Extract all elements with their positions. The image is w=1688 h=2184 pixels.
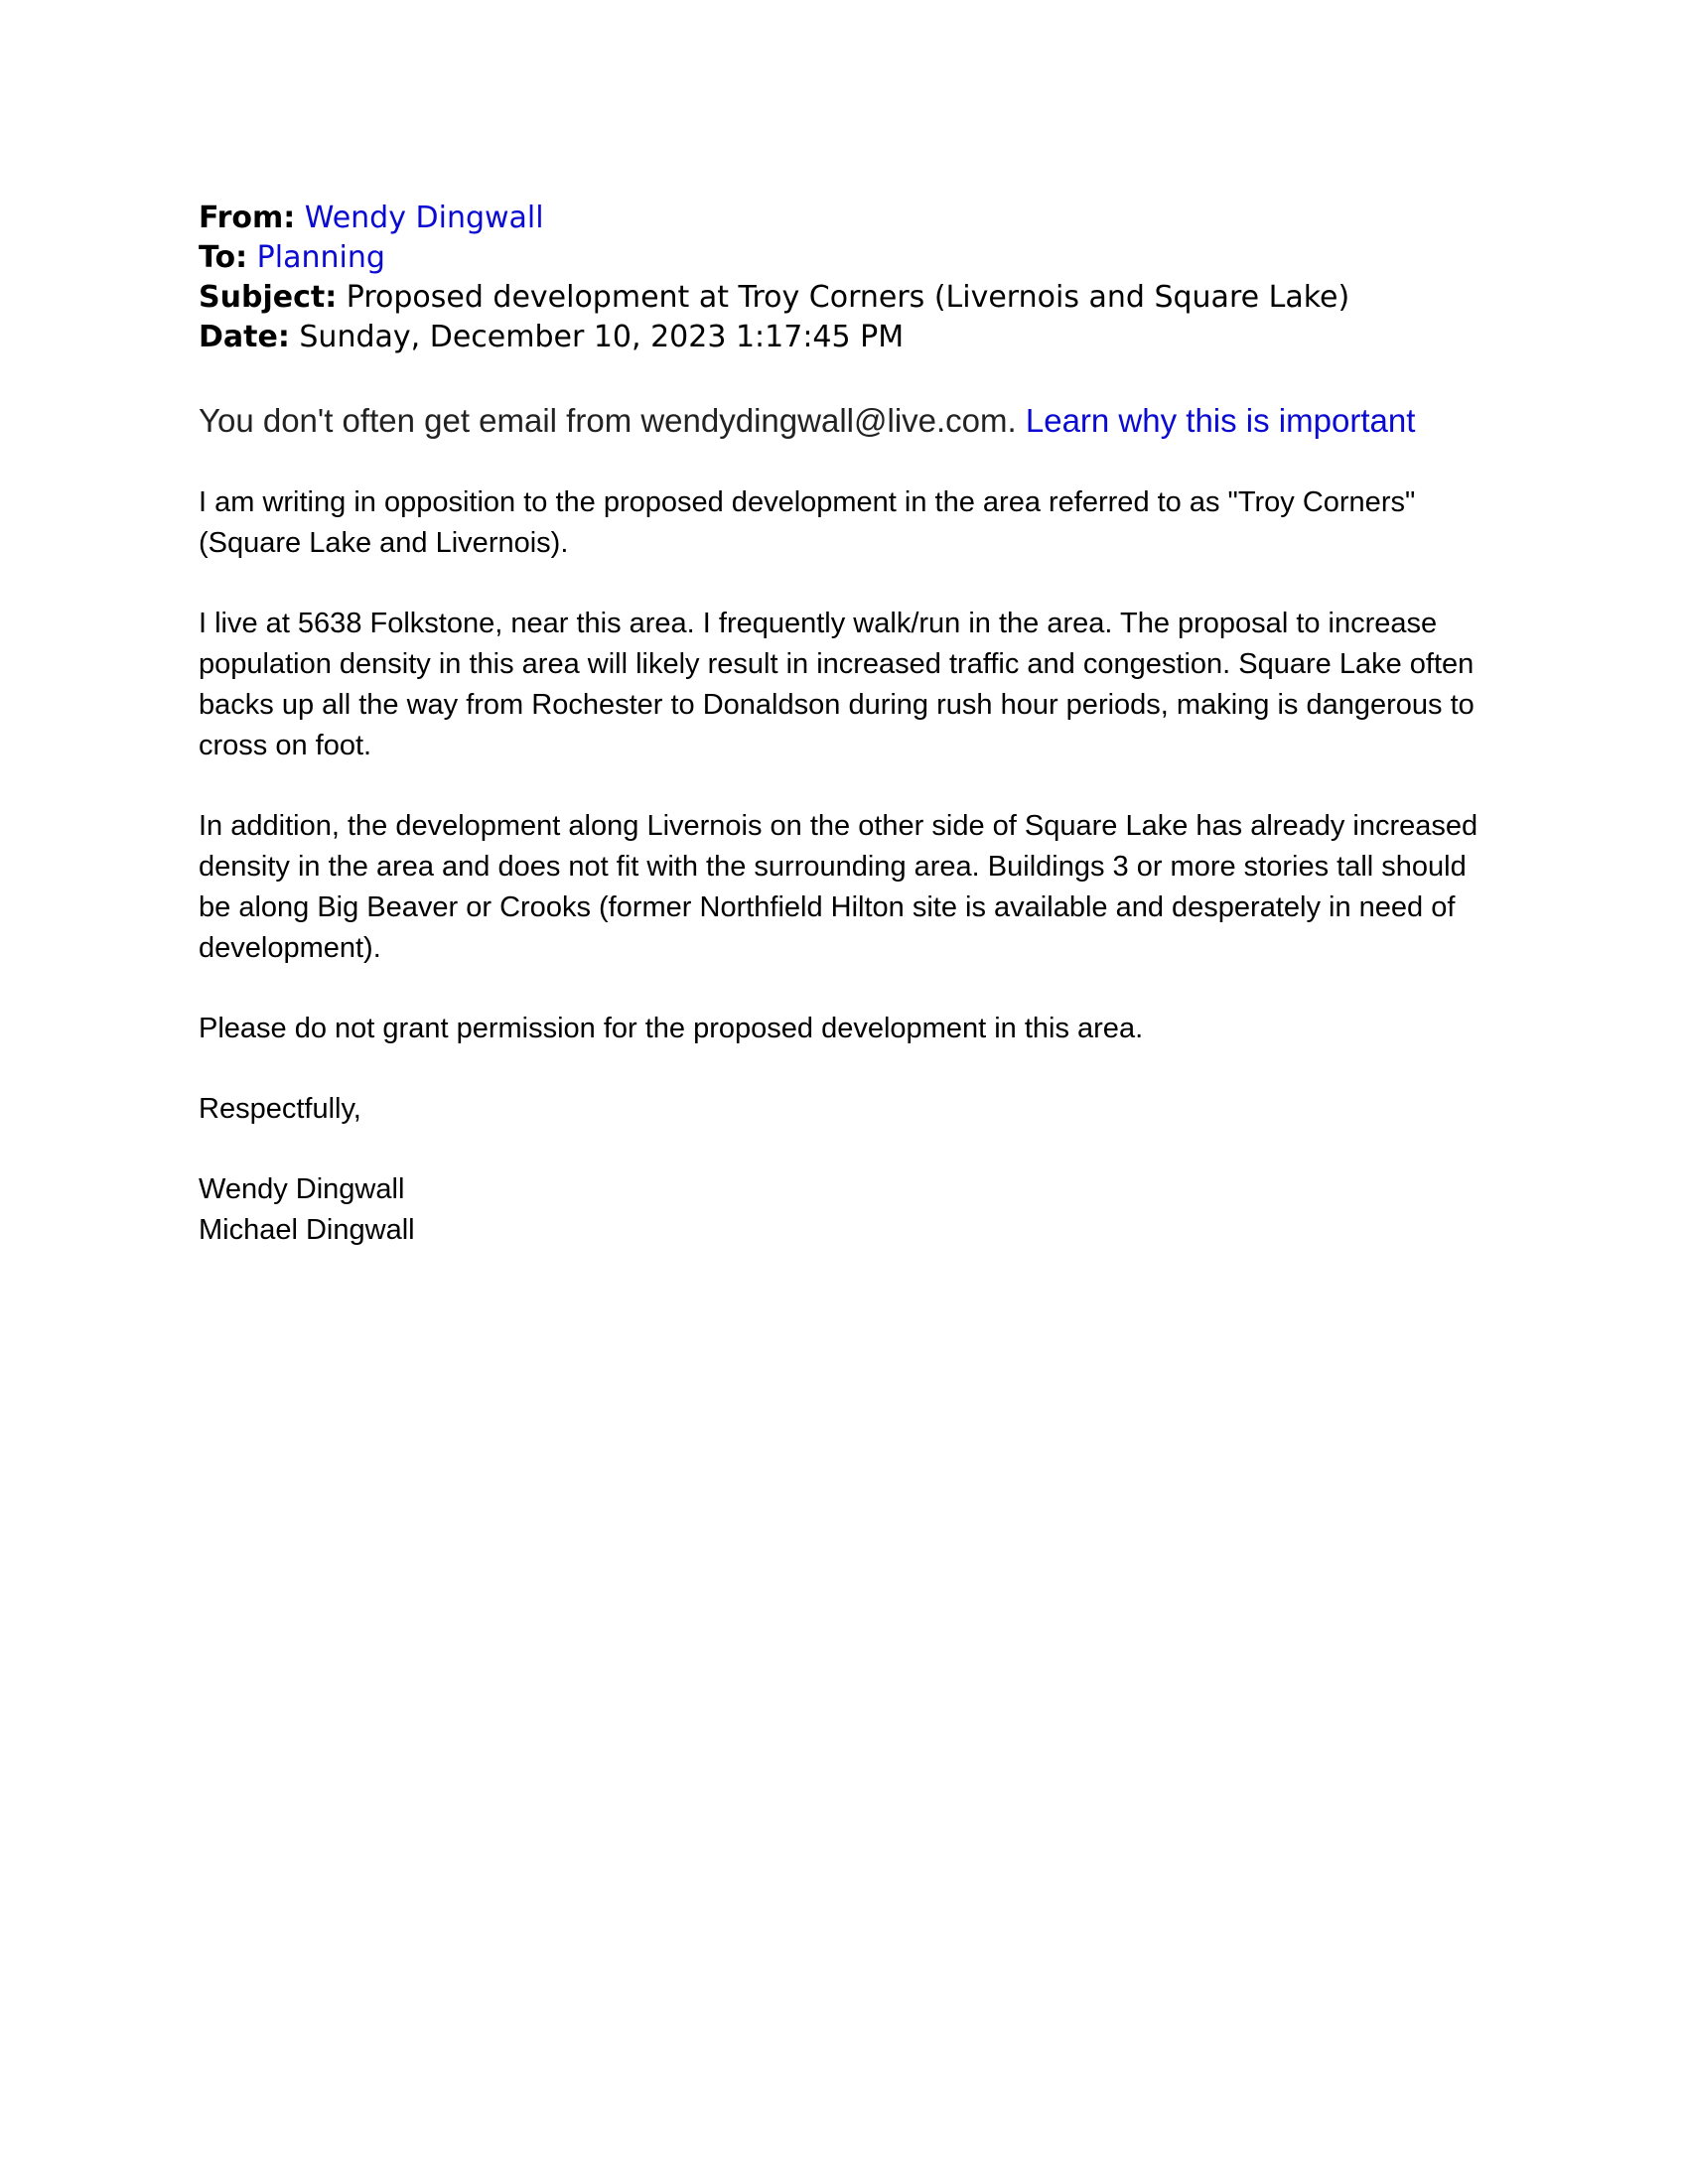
body-paragraph-opposition: I am writing in opposition to the proposed development in the area referred to as "Troy Corners" (Square Lake and Livernois).: [199, 486, 1416, 559]
learn-why-link[interactable]: Learn why this is important: [1025, 402, 1416, 439]
from-sender-link[interactable]: Wendy Dingwall: [304, 201, 544, 235]
email-header: [199, 199, 1489, 357]
signature-name: Wendy Dingwall: [199, 1173, 405, 1205]
signature-name: Michael Dingwall: [199, 1214, 415, 1246]
body-paragraph-traffic: I live at 5638 Folkstone, near this area. I frequently walk/run in the area. The proposal to increase population density in this area will likely result in increased traffic and congestion. Square Lake often backs up all the way from Rochester to Donaldson during rush hour periods, making is dangerous to cross on foot.: [199, 608, 1475, 761]
subject-label: Subject:: [199, 280, 338, 315]
from-line: [199, 199, 1489, 238]
closing: Respectfully,: [199, 1093, 361, 1125]
body-paragraph-request: Please do not grant permission for the proposed development in this area.: [199, 1013, 1144, 1044]
date-line: [199, 318, 1489, 357]
date-label: Date:: [199, 320, 290, 354]
notice-text: You don't often get email from wendydingwall@live.com.: [199, 402, 1017, 439]
subject-line: [199, 278, 1489, 318]
body-paragraph-density: In addition, the development along Livernois on the other side of Square Lake has already increased density in the area and does not fit with the surrounding area. Buildings 3 or more stories tall should be along Big Beaver or Crooks (former Northfield Hilton site is available and desperately in need of development).: [199, 810, 1478, 964]
email-body: [199, 482, 1489, 1251]
from-label: From:: [199, 201, 296, 235]
email-document: [199, 199, 1489, 1251]
to-line: [199, 238, 1489, 278]
signature-block: [199, 1169, 1489, 1251]
date-value: Sunday, December 10, 2023 1:17:45 PM: [299, 320, 905, 354]
external-sender-notice: [199, 401, 1489, 441]
to-recipient-link[interactable]: Planning: [256, 240, 385, 275]
to-label: To:: [199, 240, 248, 275]
subject-value: Proposed development at Troy Corners (Livernois and Square Lake): [346, 280, 1350, 315]
